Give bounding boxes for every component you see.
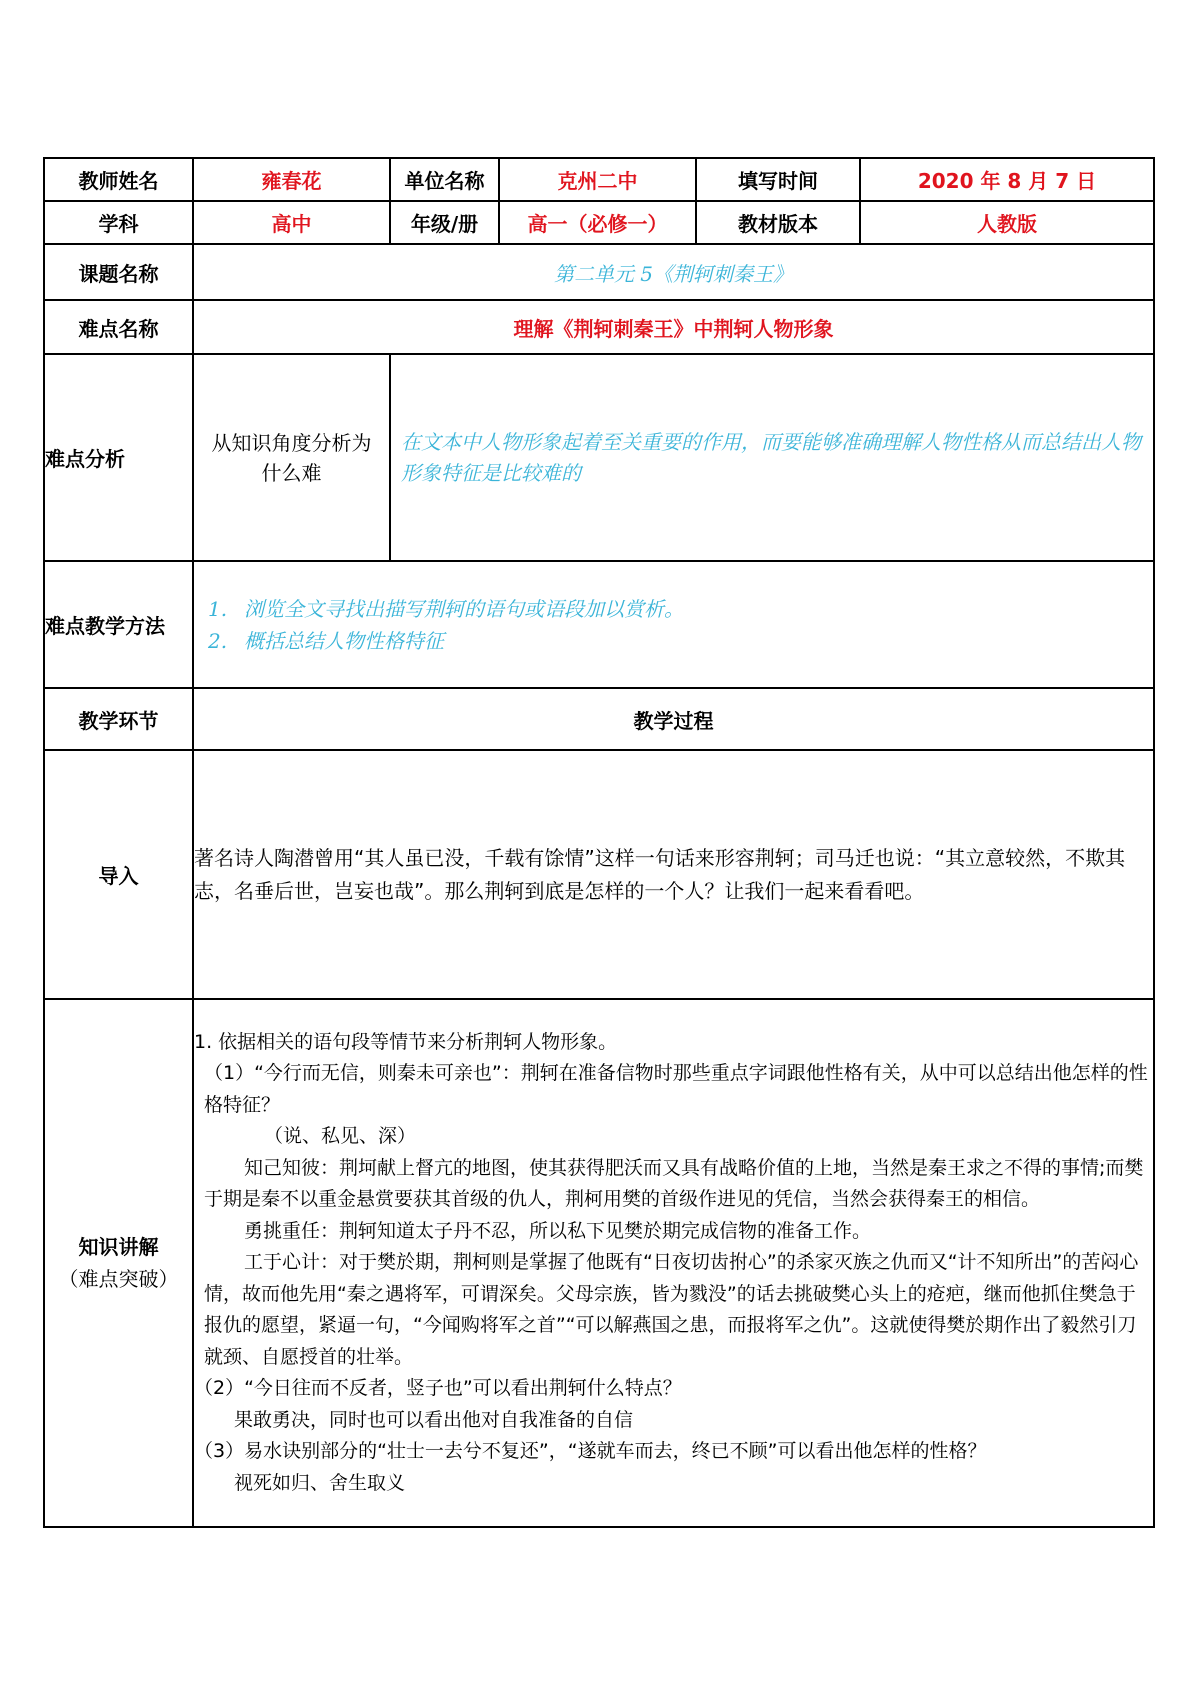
difficulty-row [44,300,1154,354]
list-item [208,625,1153,657]
unit-value: 克州二中 [499,158,696,201]
teacher-label: 教师姓名 [44,158,193,201]
process-label: 教学过程 [193,688,1154,750]
header-row-2 [44,201,1154,244]
date-label: 填写时间 [696,158,860,201]
method-list [194,593,1153,657]
grade-value: 高一（必修一） [499,201,696,244]
stage-row [44,688,1154,750]
edition-label: 教材版本 [696,201,860,244]
knowledge-label-line2: （难点突破） [58,1267,179,1291]
method-item-number: 1. [208,596,228,621]
method-item-number: 2. [208,628,228,653]
grade-label: 年级/册 [390,201,499,244]
knowledge-heading: 1. 依据相关的语句段等情节来分析荆轲人物形象。 [194,1030,618,1053]
stage-label: 教学环节 [44,688,193,750]
analysis-sub-label: 从知识角度分析为什么难 [193,354,390,561]
intro-label: 导入 [44,750,193,999]
knowledge-p2: 勇挑重任：荆轲知道太子丹不忍，所以私下见樊於期完成信物的准备工作。 [244,1219,872,1242]
knowledge-q3: （3）易水诀别部分的“壮士一去兮不复还”，“遂就车而去，终已不顾”可以看出他怎样的性格？ [194,1440,987,1463]
unit-label: 单位名称 [390,158,499,201]
knowledge-q1-keys: （说、私见、深） [264,1125,417,1148]
knowledge-q1: （1）“今行而无信，则秦未可亲也”：荆轲在准备信物时那些重点字词跟他性格有关，从中可以总结出他怎样的性格特征？ [204,1062,1148,1116]
list-item [208,593,1153,625]
topic-row [44,244,1154,300]
difficulty-label: 难点名称 [44,300,193,354]
knowledge-a3: 视死如归、舍生取义 [234,1471,406,1494]
knowledge-body [193,999,1154,1527]
subject-label: 学科 [44,201,193,244]
knowledge-q2: （2）“今日往而不反者，竖子也”可以看出荆轲什么特点？ [194,1377,682,1400]
analysis-row [44,354,1154,561]
subject-value: 高中 [193,201,390,244]
analysis-label: 难点分析 [44,354,193,561]
method-cell [193,561,1154,688]
method-label: 难点教学方法 [44,561,193,688]
topic-label: 课题名称 [44,244,193,300]
intro-text: 著名诗人陶潜曾用“其人虽已没，千载有馀情”这样一句话来形容荆轲；司马迁也说：“其立意较然，不欺其志，名垂后世，岂妄也哉”。那么荆轲到底是怎样的一个人？让我们一起来看看吧。 [193,750,1154,999]
teacher-value: 雍春花 [193,158,390,201]
method-row [44,561,1154,688]
knowledge-label-line1: 知识讲解 [78,1235,159,1259]
lesson-plan-table [43,157,1155,1528]
knowledge-label [44,999,193,1527]
difficulty-value: 理解《荆轲刺秦王》中荆轲人物形象 [193,300,1154,354]
lesson-plan-sheet [43,157,1153,1532]
topic-value: 第二单元 5《荆轲刺秦王》 [193,244,1154,300]
analysis-text: 在文本中人物形象起着至关重要的作用，而要能够准确理解人物性格从而总结出人物形象特征是比较难的 [390,354,1154,561]
method-item-text: 概括总结人物性格特征 [244,628,444,653]
header-row-1 [44,158,1154,201]
knowledge-row [44,999,1154,1527]
edition-value: 人教版 [860,201,1154,244]
knowledge-p1: 知己知彼：荆坷献上督亢的地图，使其获得肥沃而又具有战略价值的上地，当然是秦王求之不得的事情;而樊于期是秦不以重金悬赏要获其首级的仇人，荆柯用樊的首级作进见的凭信，当然会获得秦王的相信。 [204,1156,1144,1211]
knowledge-p3: 工于心计：对于樊於期，荆柯则是掌握了他既有“日夜切齿拊心”的杀家灭族之仇而又“计不知所出”的苦闷心情，故而他先用“秦之遇将军，可谓深矣。父母宗族，皆为戮没”的话去挑破樊心头上的疮疤，继而他抓住樊急于报仇的愿望，紧逼一句，“今闻购将军之首”“可以解燕国之患，而报将军之仇”。这就使得樊於期作出了毅然引刀就颈、自愿授首的壮举。 [204,1251,1139,1368]
intro-row [44,750,1154,999]
date-value: 2020 年 8 月 7 日 [860,158,1154,201]
knowledge-a2: 果敢勇决，同时也可以看出他对自我准备的自信 [234,1408,634,1431]
method-item-text: 浏览全文寻找出描写荆轲的语句或语段加以赏析。 [244,596,684,621]
